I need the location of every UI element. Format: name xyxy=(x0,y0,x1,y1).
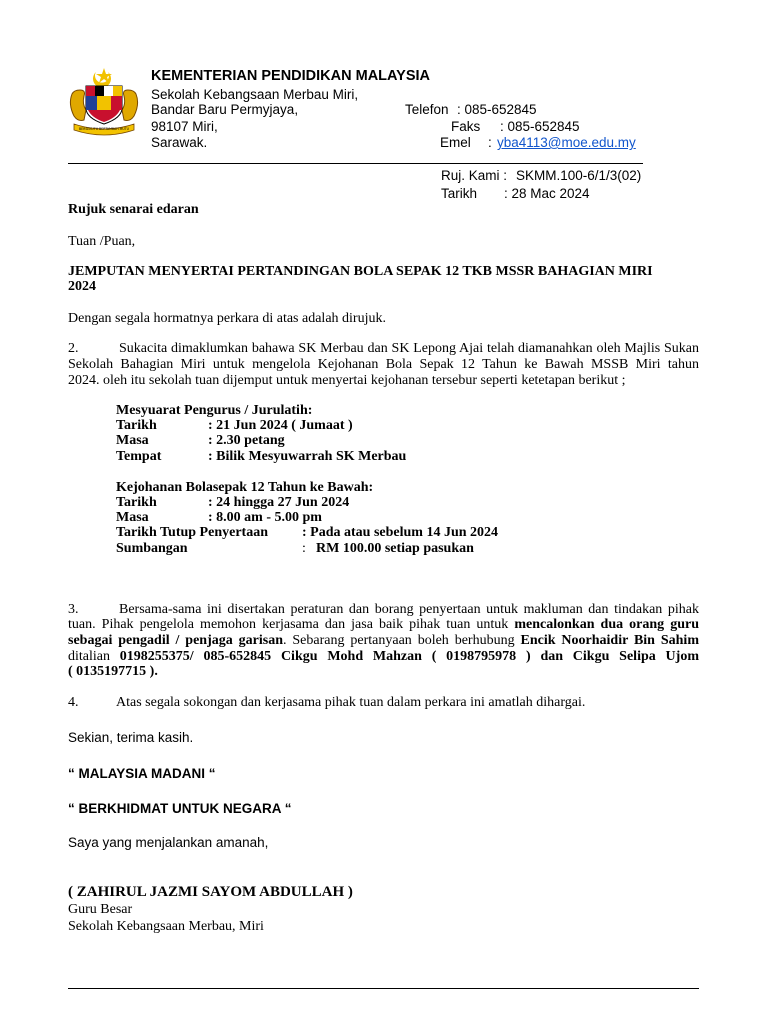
address-line-4: Sarawak. xyxy=(151,135,208,150)
amanah-line: Saya yang menjalankan amanah, xyxy=(68,835,269,850)
ruj-value: SKMM.100-6/1/3(02) xyxy=(516,168,642,183)
fee-label: Sumbangan xyxy=(116,541,188,556)
tarikh-value: : 28 Mac 2024 xyxy=(504,186,590,201)
p3-line-1: Bersama-sama ini disertakan peraturan dan borang penyertaan untuk makluman dan tindakan pihak xyxy=(119,602,699,617)
tournament-masa-value: : 8.00 am - 5.00 pm xyxy=(208,510,322,525)
p2-line-1: Sukacita dimaklumkan bahawa SK Merbau dan SK Lepong Ajai telah diamanahkan oleh Majlis Sukan xyxy=(119,341,699,356)
tournament-masa-label: Masa xyxy=(116,510,149,525)
p2-line-3: 2024. oleh itu sekolah tuan dijemput untuk menyertai kejohanan tersebur seperti ketetapan berikut ; xyxy=(68,373,626,388)
address-line-3: 98107 Miri, xyxy=(151,119,218,134)
fee-colon: : xyxy=(302,541,306,556)
opening-line: Dengan segala hormatnya perkara di atas adalah dirujuk. xyxy=(68,311,386,326)
p3-line-2 xyxy=(68,617,699,633)
signatory-school: Sekolah Kebangsaan Merbau, Miri xyxy=(68,919,264,934)
p3-line-2-bold: mencalonkan dua orang guru xyxy=(514,617,700,632)
tarikh-label: Tarikh xyxy=(441,186,478,201)
signatory-position: Guru Besar xyxy=(68,902,133,917)
p3-line-3-text: . Sebarang pertanyaan boleh berhubung xyxy=(282,633,521,648)
meeting-tarikh-value: : 21 Jun 2024 ( Jumaat ) xyxy=(208,418,353,433)
p4-text: Atas segala sokongan dan kerjasama pihak tuan dalam perkara ini amatlah dihargai. xyxy=(116,695,586,710)
p3-line-3-bold-c: Encik Noorhaidir Bin Sahim xyxy=(520,633,699,648)
malaysia-coat-of-arms-icon xyxy=(66,66,142,136)
rujuk-line: Rujuk senarai edaran xyxy=(68,202,199,217)
p2-line-2: Sekolah Bahagian Miri untuk mengelola Kejohanan Bola Sepak 12 Tahun ke Bawah MSSB Miri tahun xyxy=(68,357,699,372)
signatory-name: ( ZAHIRUL JAZMI SAYOM ABDULLAH ) xyxy=(68,884,353,900)
slogan-malaysia-madani: “ MALAYSIA MADANI “ xyxy=(68,766,216,781)
salutation: Tuan /Puan, xyxy=(68,234,136,249)
p3-line-4 xyxy=(68,649,699,665)
header-divider xyxy=(68,163,643,164)
p3-line-3-bold-a: sebagai pengadil / penjaga garisan xyxy=(68,633,283,648)
slogan-berkhidmat: “ BERKHIDMAT UNTUK NEGARA “ xyxy=(68,801,292,816)
subject-line-2: 2024 xyxy=(68,279,96,294)
subject-line-1: JEMPUTAN MENYERTAI PERTANDINGAN BOLA SEPAK 12 TKB MSSR BAHAGIAN MIRI xyxy=(68,264,653,279)
tournament-tarikh-label: Tarikh xyxy=(116,495,157,510)
p3-line-3 xyxy=(68,633,699,649)
closing-date-label: Tarikh Tutup Penyertaan xyxy=(116,525,268,540)
ministry-name: KEMENTERIAN PENDIDIKAN MALAYSIA xyxy=(151,68,431,84)
meeting-tempat-value: : Bilik Mesyuwarrah SK Merbau xyxy=(208,449,407,464)
telefon-value: : 085-652845 xyxy=(457,102,537,117)
address-line-2: Bandar Baru Permyjaya, xyxy=(151,102,299,117)
meeting-heading: Mesyuarat Pengurus / Jurulatih: xyxy=(116,403,313,418)
meeting-tarikh-label: Tarikh xyxy=(116,418,157,433)
meeting-tempat-label: Tempat xyxy=(116,449,162,464)
p2-number: 2. xyxy=(68,341,79,356)
emel-colon: : xyxy=(488,135,492,150)
p3-line-4-text: ditalian xyxy=(68,649,120,664)
meeting-masa-value: : 2.30 petang xyxy=(208,433,285,448)
logo-motto: BERSEKUTU BERTAMBAH MUTU xyxy=(78,127,130,131)
telefon-label: Telefon xyxy=(405,102,449,117)
p3-line-4-bold: 0198255375/ 085-652845 Cikgu Mohd Mahzan ( 0198795978 ) dan Cikgu Selipa Ujom xyxy=(119,649,699,664)
p4-number: 4. xyxy=(68,695,79,710)
tournament-tarikh-value: : 24 hingga 27 Jun 2024 xyxy=(208,495,350,510)
p3-number: 3. xyxy=(68,602,79,617)
email-link[interactable]: yba4113@moe.edu.my xyxy=(497,135,636,150)
fee-value: RM 100.00 setiap pasukan xyxy=(316,541,474,556)
p3-line-2-text: tuan. Pihak pengelola memohon kerjasama dan jasa baik pihak tuan untuk xyxy=(68,617,515,632)
emel-label: Emel xyxy=(440,135,471,150)
closing-date-value: : Pada atau sebelum 14 Jun 2024 xyxy=(302,525,499,540)
meeting-masa-label: Masa xyxy=(116,433,149,448)
faks-label: Faks xyxy=(451,119,481,134)
closing-line: Sekian, terima kasih. xyxy=(68,730,194,745)
footer-divider xyxy=(68,988,699,989)
p3-line-5: ( 0135197715 ). xyxy=(68,664,158,679)
faks-value: : 085-652845 xyxy=(500,119,580,134)
ruj-label: Ruj. Kami : xyxy=(441,168,508,183)
address-line-1: Sekolah Kebangsaan Merbau Miri, xyxy=(151,87,359,102)
tournament-heading: Kejohanan Bolasepak 12 Tahun ke Bawah: xyxy=(116,480,374,495)
